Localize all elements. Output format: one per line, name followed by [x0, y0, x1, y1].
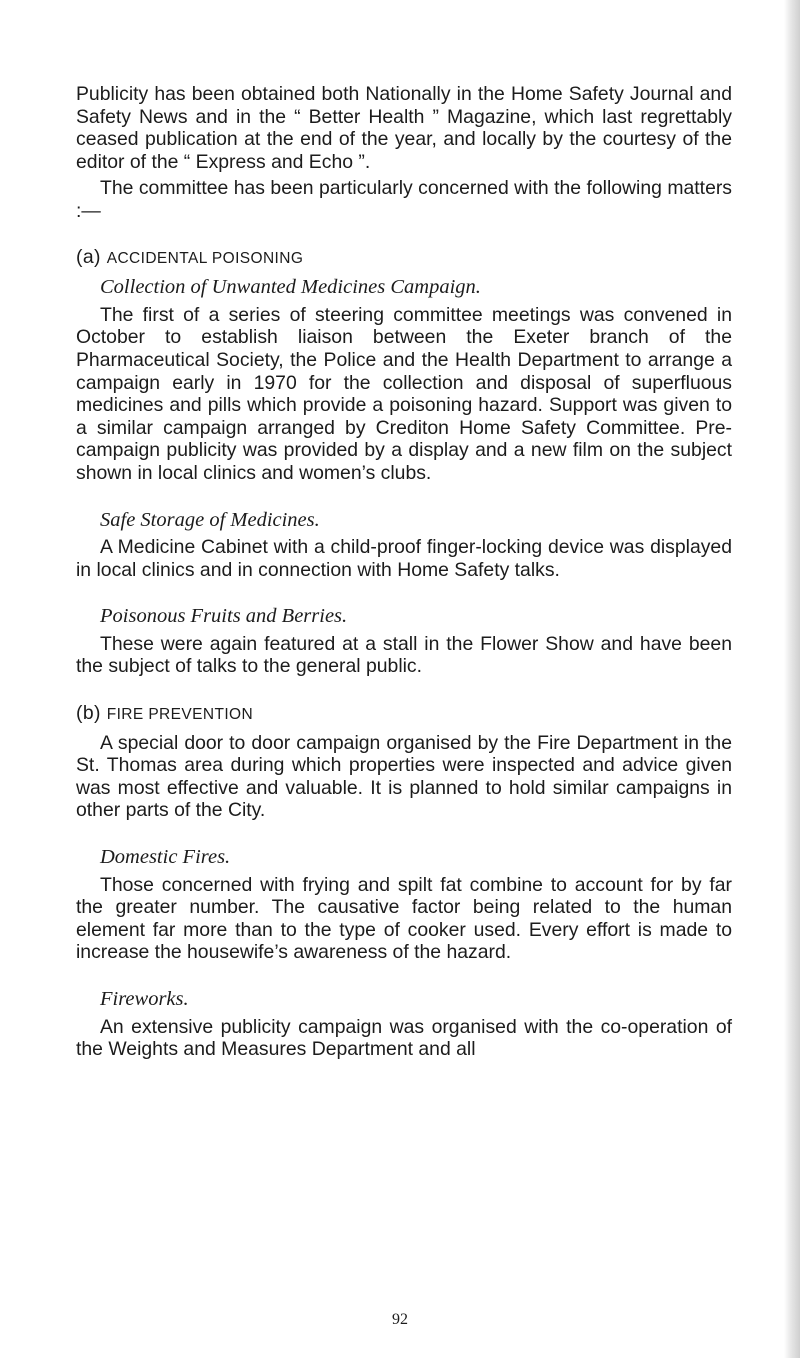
- section-label: (a): [76, 245, 101, 268]
- page-number: 92: [392, 1311, 408, 1328]
- subheading-safe-storage: Safe Storage of Medicines.: [100, 508, 320, 531]
- subheading-fireworks: Fireworks.: [100, 988, 189, 1010]
- paragraph-safe-storage: A Medicine Cabinet with a child-proof finger-locking device was displayed in local clinics and in connection with Home Safety talks.: [76, 536, 732, 581]
- subheading-unwanted-medicines: Collection of Unwanted Medicines Campaign.: [100, 276, 481, 299]
- document-page: [76, 83, 732, 1061]
- paragraph-unwanted-medicines: The first of a series of steering committee meetings was convened in October to establish liaison between the Exeter branch of the Pharmaceutical Society, the Police and the Health Department to arrange a campaign early in 1970 for the collection and disposal of superfluous medicines and pills which provide a poisoning hazard. Support was given to a similar campaign arranged by Crediton Home Safety Committee. Pre-campaign publicity was provided by a display and a new film on the subject shown in local clinics and women’s clubs.: [76, 303, 732, 484]
- section-title: ACCIDENTAL POISONING: [106, 249, 304, 267]
- paragraph-fireworks: An extensive publicity campaign was organised with the co-operation of the Weights and Measures Department and all: [76, 1015, 732, 1061]
- intro-paragraph-2: The committee has been particularly concerned with the following matters :—: [76, 177, 732, 222]
- paragraph-fire-prevention: A special door to door campaign organised by the Fire Department in the St. Thomas area during which properties were inspected and advice given was most effective and valuable. It is planned to hold similar campaigns in other parts of the City.: [76, 731, 732, 822]
- section-heading-accidental-poisoning: [76, 246, 732, 271]
- paragraph-poisonous-fruits: These were again featured at a stall in the Flower Show and have been the subject of talks to the general public.: [76, 632, 732, 678]
- section-label: (b): [76, 702, 101, 725]
- subheading-domestic-fires: Domestic Fires.: [100, 846, 231, 869]
- intro-paragraph: Publicity has been obtained both Nationally in the Home Safety Journal and Safety News and in the “ Better Health ” Magazine, which last regrettably ceased publication at the end of the year, and locally by the courtesy of the editor of the “ Express and Echo ”.: [76, 83, 732, 173]
- section-title: FIRE PREVENTION: [106, 706, 254, 724]
- section-heading-fire-prevention: [76, 702, 732, 727]
- paragraph-domestic-fires: Those concerned with frying and spilt fat combine to account for by far the greater number. The causative factor being related to the human element far more than to the type of cooker used. Every effort is made to increase the housewife’s awareness of the hazard.: [76, 873, 732, 964]
- page-edge-shadow: [784, 0, 800, 1358]
- subheading-poisonous-fruits: Poisonous Fruits and Berries.: [100, 605, 348, 628]
